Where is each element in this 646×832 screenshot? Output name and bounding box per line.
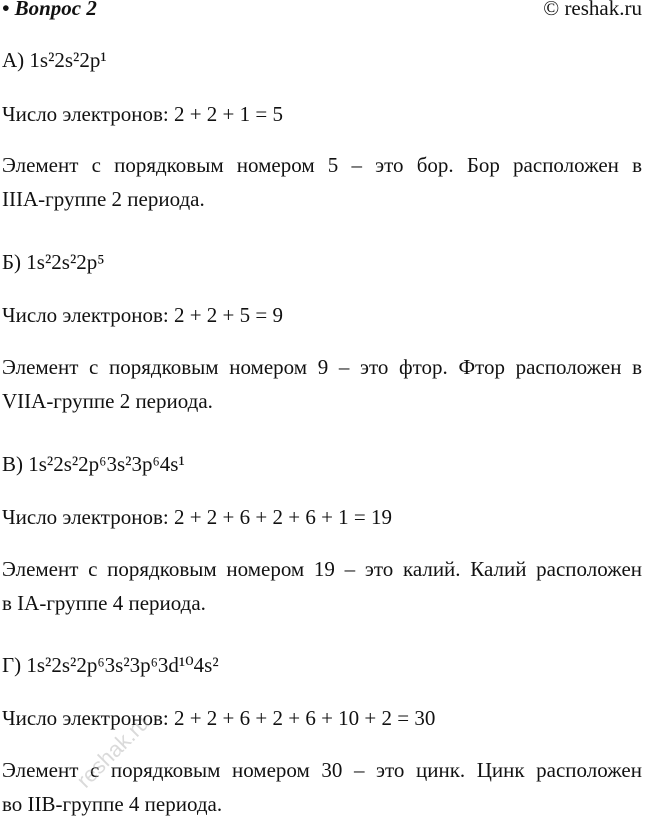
electron-count-c: Число электронов: 2 + 2 + 6 + 2 + 6 + 1 = 19 bbox=[2, 505, 393, 529]
electron-count-b: Число электронов: 2 + 2 + 5 = 9 bbox=[2, 303, 283, 327]
source-label: © reshak.ru bbox=[543, 0, 642, 20]
config-d: Г) 1s²2s²2p⁶3s²3p⁶3d¹⁰4s² bbox=[2, 653, 219, 677]
description-a bbox=[2, 148, 642, 216]
question-title: • Вопрос 2 bbox=[2, 0, 97, 20]
description-c-line: Элемент с порядковым номером 19 – это калий. Калий расположен bbox=[2, 557, 642, 581]
description-d bbox=[2, 753, 642, 821]
description-a-line: Элемент с порядковым номером 5 – это бор. Бор расположен в bbox=[2, 153, 642, 177]
description-b-line: Элемент с порядковым номером 9 – это фтор. Фтор расположен в bbox=[2, 355, 642, 379]
description-c-line: в IA-группе 4 периода. bbox=[2, 591, 206, 615]
page-header bbox=[2, 0, 642, 22]
electron-count-d: Число электронов: 2 + 2 + 6 + 2 + 6 + 10 + 2 = 30 bbox=[2, 706, 436, 730]
config-a: А) 1s²2s²2p¹ bbox=[2, 48, 107, 72]
description-d-line: Элемент с порядковым номером 30 – это цинк. Цинк расположен bbox=[2, 758, 642, 782]
config-b: Б) 1s²2s²2p⁵ bbox=[2, 250, 105, 274]
description-b bbox=[2, 350, 642, 418]
description-a-line: IIIA-группе 2 периода. bbox=[2, 187, 205, 211]
electron-count-a: Число электронов: 2 + 2 + 1 = 5 bbox=[2, 102, 283, 126]
description-b-line: VIIA-группе 2 периода. bbox=[2, 389, 213, 413]
watermark: reshak.ru bbox=[71, 710, 154, 793]
config-c: В) 1s²2s²2p⁶3s²3p⁶4s¹ bbox=[2, 452, 185, 476]
description-c bbox=[2, 552, 642, 620]
description-d-line: во IIB-группе 4 периода. bbox=[2, 792, 223, 816]
